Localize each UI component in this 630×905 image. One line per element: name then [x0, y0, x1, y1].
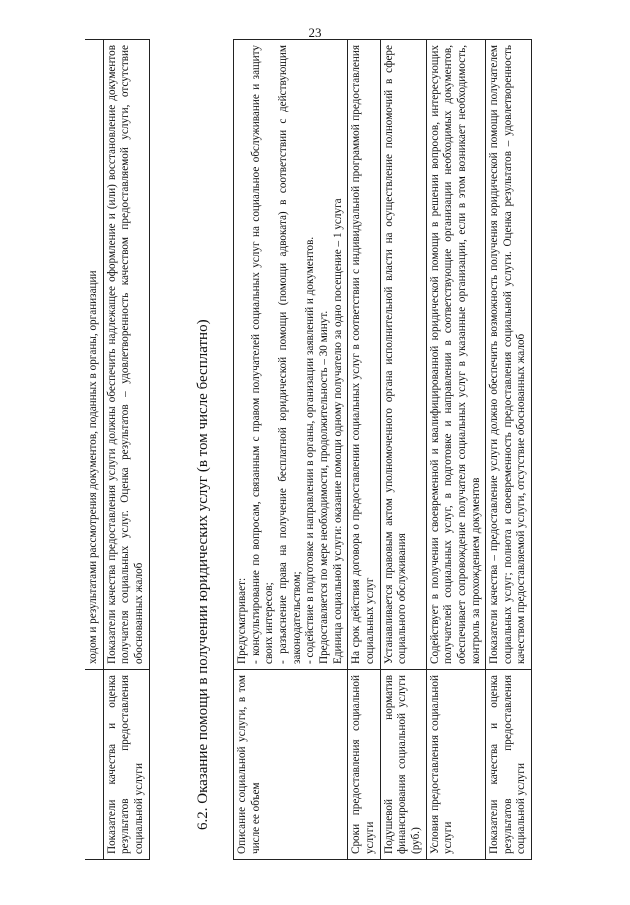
rotated-page-content — [85, 40, 625, 860]
continuation-table — [85, 39, 150, 860]
row-value-terms: На срок действия договора о предоставлении социальных услуг в соответствии с индивидуальной программой предоставления социальных услуг — [348, 40, 380, 670]
description-line: Единица социальной услуги: оказание помощи одному получателю за одно посещение – 1 услуга — [331, 198, 344, 664]
description-line: Предоставляется по мере необходимости, продолжительность – 30 минут. — [317, 310, 330, 664]
table-row — [234, 40, 348, 860]
row-label-terms: Сроки предоставления социальной услуги — [348, 670, 380, 860]
continuation-quality-value: Показатели качества предоставления услуги должны обеспечить надлежащее оформление и (или) восстановление документов получателя социальных услуг. Оценка результатов – удовлетворенность качеством предоставляемой услуги, отсутствие обоснованных жалоб — [103, 40, 149, 670]
continuation-top-text: ходом и результатами рассмотрения документов, поданных в органы, организации — [85, 40, 103, 670]
row-value-conditions: Содействует в получении своевременной и квалифицированной юридической помощи в решении вопросов, интересующих получателей социальных услуг, в подготовке и направлении в соответствующие организации необходимых документов, обеспечивает сопровождение получателя социальных услуг в указанные организации, если в этом возникает необходимость, контроль за прохождением документов — [426, 40, 486, 670]
continuation-top-row — [85, 40, 103, 860]
description-line: - консультирование по вопросам, связанным с правом получателей социальных услуг на социальное обслуживание и защиту своих интересов; — [249, 45, 276, 664]
service-table — [233, 39, 532, 860]
continuation-quality-row — [103, 40, 149, 860]
row-label-description: Описание социальной услуги, в том числе ее объем — [234, 670, 348, 860]
description-line: Предусматривает: — [236, 577, 248, 664]
row-label-quality: Показатели качества и оценка результатов предоставления социальной услуги — [486, 670, 532, 860]
continuation-quality-label: Показатели качества и оценка результатов предоставления социальной услуги — [103, 670, 149, 860]
row-label-financing: Подушевой норматив финансирования социальной услуги (руб.) — [380, 670, 426, 860]
section-heading: 6.2. Оказание помощи в получении юридических услуг (в том числе бесплатно) — [195, 319, 211, 830]
row-value-description — [234, 40, 348, 670]
row-label-conditions: Условия предоставления социальной услуги — [426, 670, 486, 860]
page-number: 23 — [308, 25, 322, 40]
table-row — [380, 40, 426, 860]
table-row — [348, 40, 380, 860]
description-line: - разъяснение права на получение бесплатной юридической помощи (помощи адвоката) в соответствии с действующим законодательством; — [276, 45, 303, 664]
table-row — [486, 40, 532, 860]
row-value-quality: Показатели качества – предоставление услуги должно обеспечить возможность получения юридической помощи получателем социальных услуг; полнота и своевременность предоставления социальной услуги. Оценка результатов – удовлетворенность качеством предоставляемой услуги, отсутствие обоснованных жалоб — [486, 40, 532, 670]
table-row — [426, 40, 486, 860]
continuation-top-empty — [85, 670, 103, 860]
description-line: - содействие в подготовке и направлении в органы, организации заявлений и документов. — [304, 236, 317, 664]
row-value-financing: Устанавливается правовым актом уполномоченного органа исполнительной власти на осуществление полномочий в сфере социального обслуживания — [380, 40, 426, 670]
